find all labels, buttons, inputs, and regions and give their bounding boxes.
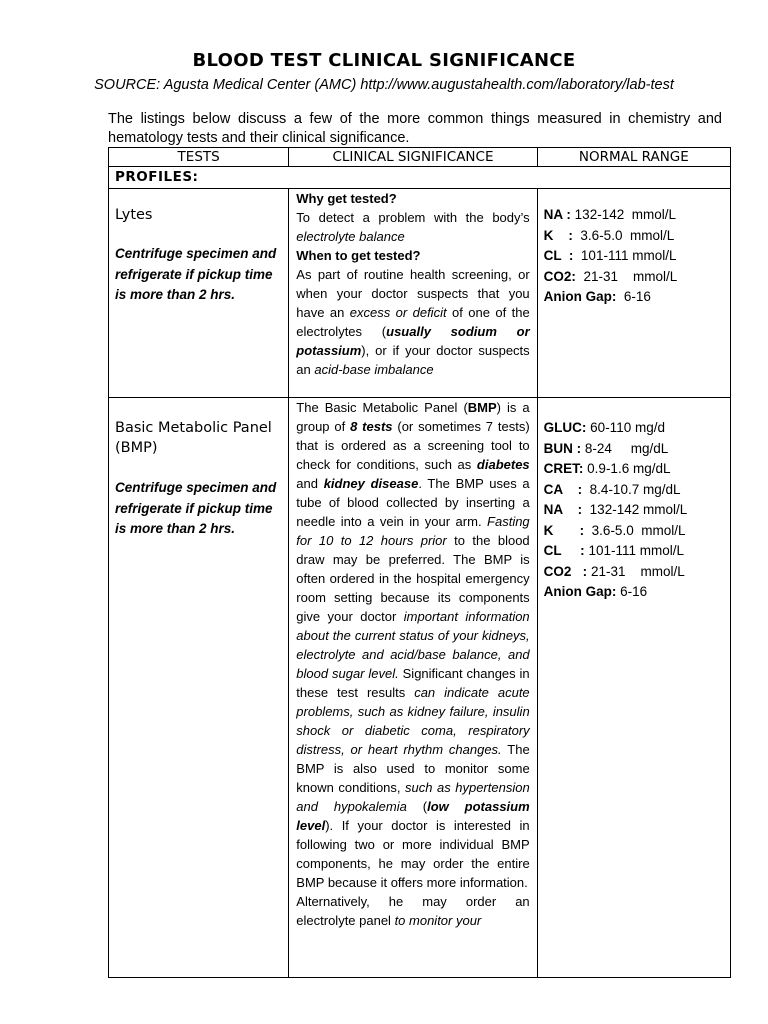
test-note: Centrifuge specimen and refrigerate if pickup time is more than 2 hrs.	[115, 480, 277, 536]
range-cell	[537, 189, 730, 398]
range-value: 132-142 mmol/L	[570, 207, 676, 222]
range-item	[544, 267, 724, 288]
test-note: Centrifuge specimen and refrigerate if pickup time is more than 2 hrs.	[115, 246, 277, 302]
range-item	[544, 480, 724, 501]
range-value: 8.4-10.7 mg/dL	[582, 481, 681, 497]
range-value: 101-111 mmol/L	[584, 543, 684, 558]
range-label: CL :	[543, 543, 585, 558]
range-item	[544, 246, 724, 267]
range-item	[544, 459, 724, 480]
header-normal-range: NORMAL RANGE	[537, 148, 730, 167]
range-label: NA :	[543, 207, 571, 222]
significance-cell	[289, 398, 537, 978]
range-label: K :	[543, 522, 585, 538]
range-cell	[537, 398, 730, 978]
source-line: SOURCE: Agusta Medical Center (AMC) http://www.augustahealth.com/laboratory/lab-test	[94, 77, 674, 93]
range-value: 6-16	[616, 289, 651, 304]
range-label: CL :	[543, 248, 574, 263]
range-value: 8-24 mg/dL	[581, 440, 669, 456]
range-value: 60-110 mg/d	[586, 420, 665, 435]
table-row	[109, 189, 731, 398]
range-value: 6-16	[616, 584, 648, 599]
range-list	[538, 418, 730, 603]
range-label: BUN :	[543, 440, 582, 456]
blood-test-table	[108, 147, 731, 978]
range-item	[544, 287, 724, 308]
range-label: CO2:	[543, 268, 576, 284]
range-label: GLUC:	[543, 420, 587, 435]
range-value: 3.6-5.0 mmol/L	[584, 522, 686, 538]
section-row	[109, 167, 731, 189]
range-item	[544, 562, 724, 583]
range-label: Anion Gap:	[543, 584, 617, 599]
range-list	[538, 205, 730, 308]
test-name: Basic Metabolic Panel (BMP)	[115, 420, 272, 456]
table-row	[109, 398, 731, 978]
significance-cell	[289, 189, 537, 398]
range-item	[544, 582, 724, 603]
range-value: 21-31 mmol/L	[587, 563, 685, 579]
range-item	[544, 226, 724, 247]
range-value: 101-111 mmol/L	[573, 248, 677, 263]
range-label: NA :	[543, 502, 583, 517]
range-label: CRET:	[543, 461, 584, 476]
range-label: CO2 :	[543, 563, 588, 579]
range-value: 21-31 mmol/L	[575, 268, 678, 284]
significance-text: The Basic Metabolic Panel (BMP) is a group of 8 tests (or sometimes 7 tests) that is ordered as a screening tool to check for conditions, such as diabetes and kidney disease. The BMP uses a tube of blood collected by inserting a needle into a vein in your arm. Fasting for 10 to 12 hours prior to the blood draw may be preferred. The BMP is often ordered in the hospital emergency room setting because its components give your doctor important information about the current status of your kidneys, electrolyte and acid/base balance, and blood sugar level. Significant changes in these test results can indicate acute problems, such as kidney failure, insulin shock or diabetic coma, respiratory distress, or heart rhythm changes. The BMP is also used to monitor some known conditions, such as hypertension and hypokalemia (low potassium level). If your doctor is interested in following two or more individual BMP components, he may order the entire BMP because it offers more information. Alternatively, he may order an electrolyte panel to monitor your	[296, 400, 530, 928]
range-value: 132-142 mmol/L	[582, 502, 688, 517]
test-cell	[109, 189, 289, 398]
range-item	[544, 541, 724, 562]
significance-text: Why get tested? To detect a problem with the body’s electrolyte balance When to get tested? As part of routine health screening, or when your doctor suspects that you have an excess or deficit of one of the electrolytes (usually sodium or potassium), or if your doctor suspects an acid-base imbalance	[296, 191, 530, 377]
range-label: K :	[543, 227, 573, 243]
range-item	[544, 418, 724, 439]
range-label: CA :	[543, 481, 583, 497]
test-name: Lytes	[115, 207, 153, 223]
range-item	[544, 521, 724, 542]
section-label: PROFILES:	[109, 167, 731, 189]
range-value: 3.6-5.0 mmol/L	[572, 227, 675, 243]
document-title: BLOOD TEST CLINICAL SIGNIFICANCE	[192, 50, 576, 71]
header-tests: TESTS	[109, 148, 289, 167]
test-cell	[109, 398, 289, 978]
range-item	[544, 439, 724, 460]
range-value: 0.9-1.6 mg/dL	[583, 461, 671, 476]
intro-paragraph: The listings below discuss a few of the more common things measured in chemistry and hematology tests and their clinical significance.	[108, 111, 722, 146]
range-label: Anion Gap:	[543, 289, 617, 304]
table-header-row	[109, 148, 731, 167]
header-clinical-significance: CLINICAL SIGNIFICANCE	[289, 148, 537, 167]
range-item	[544, 500, 724, 521]
range-item	[544, 205, 724, 226]
